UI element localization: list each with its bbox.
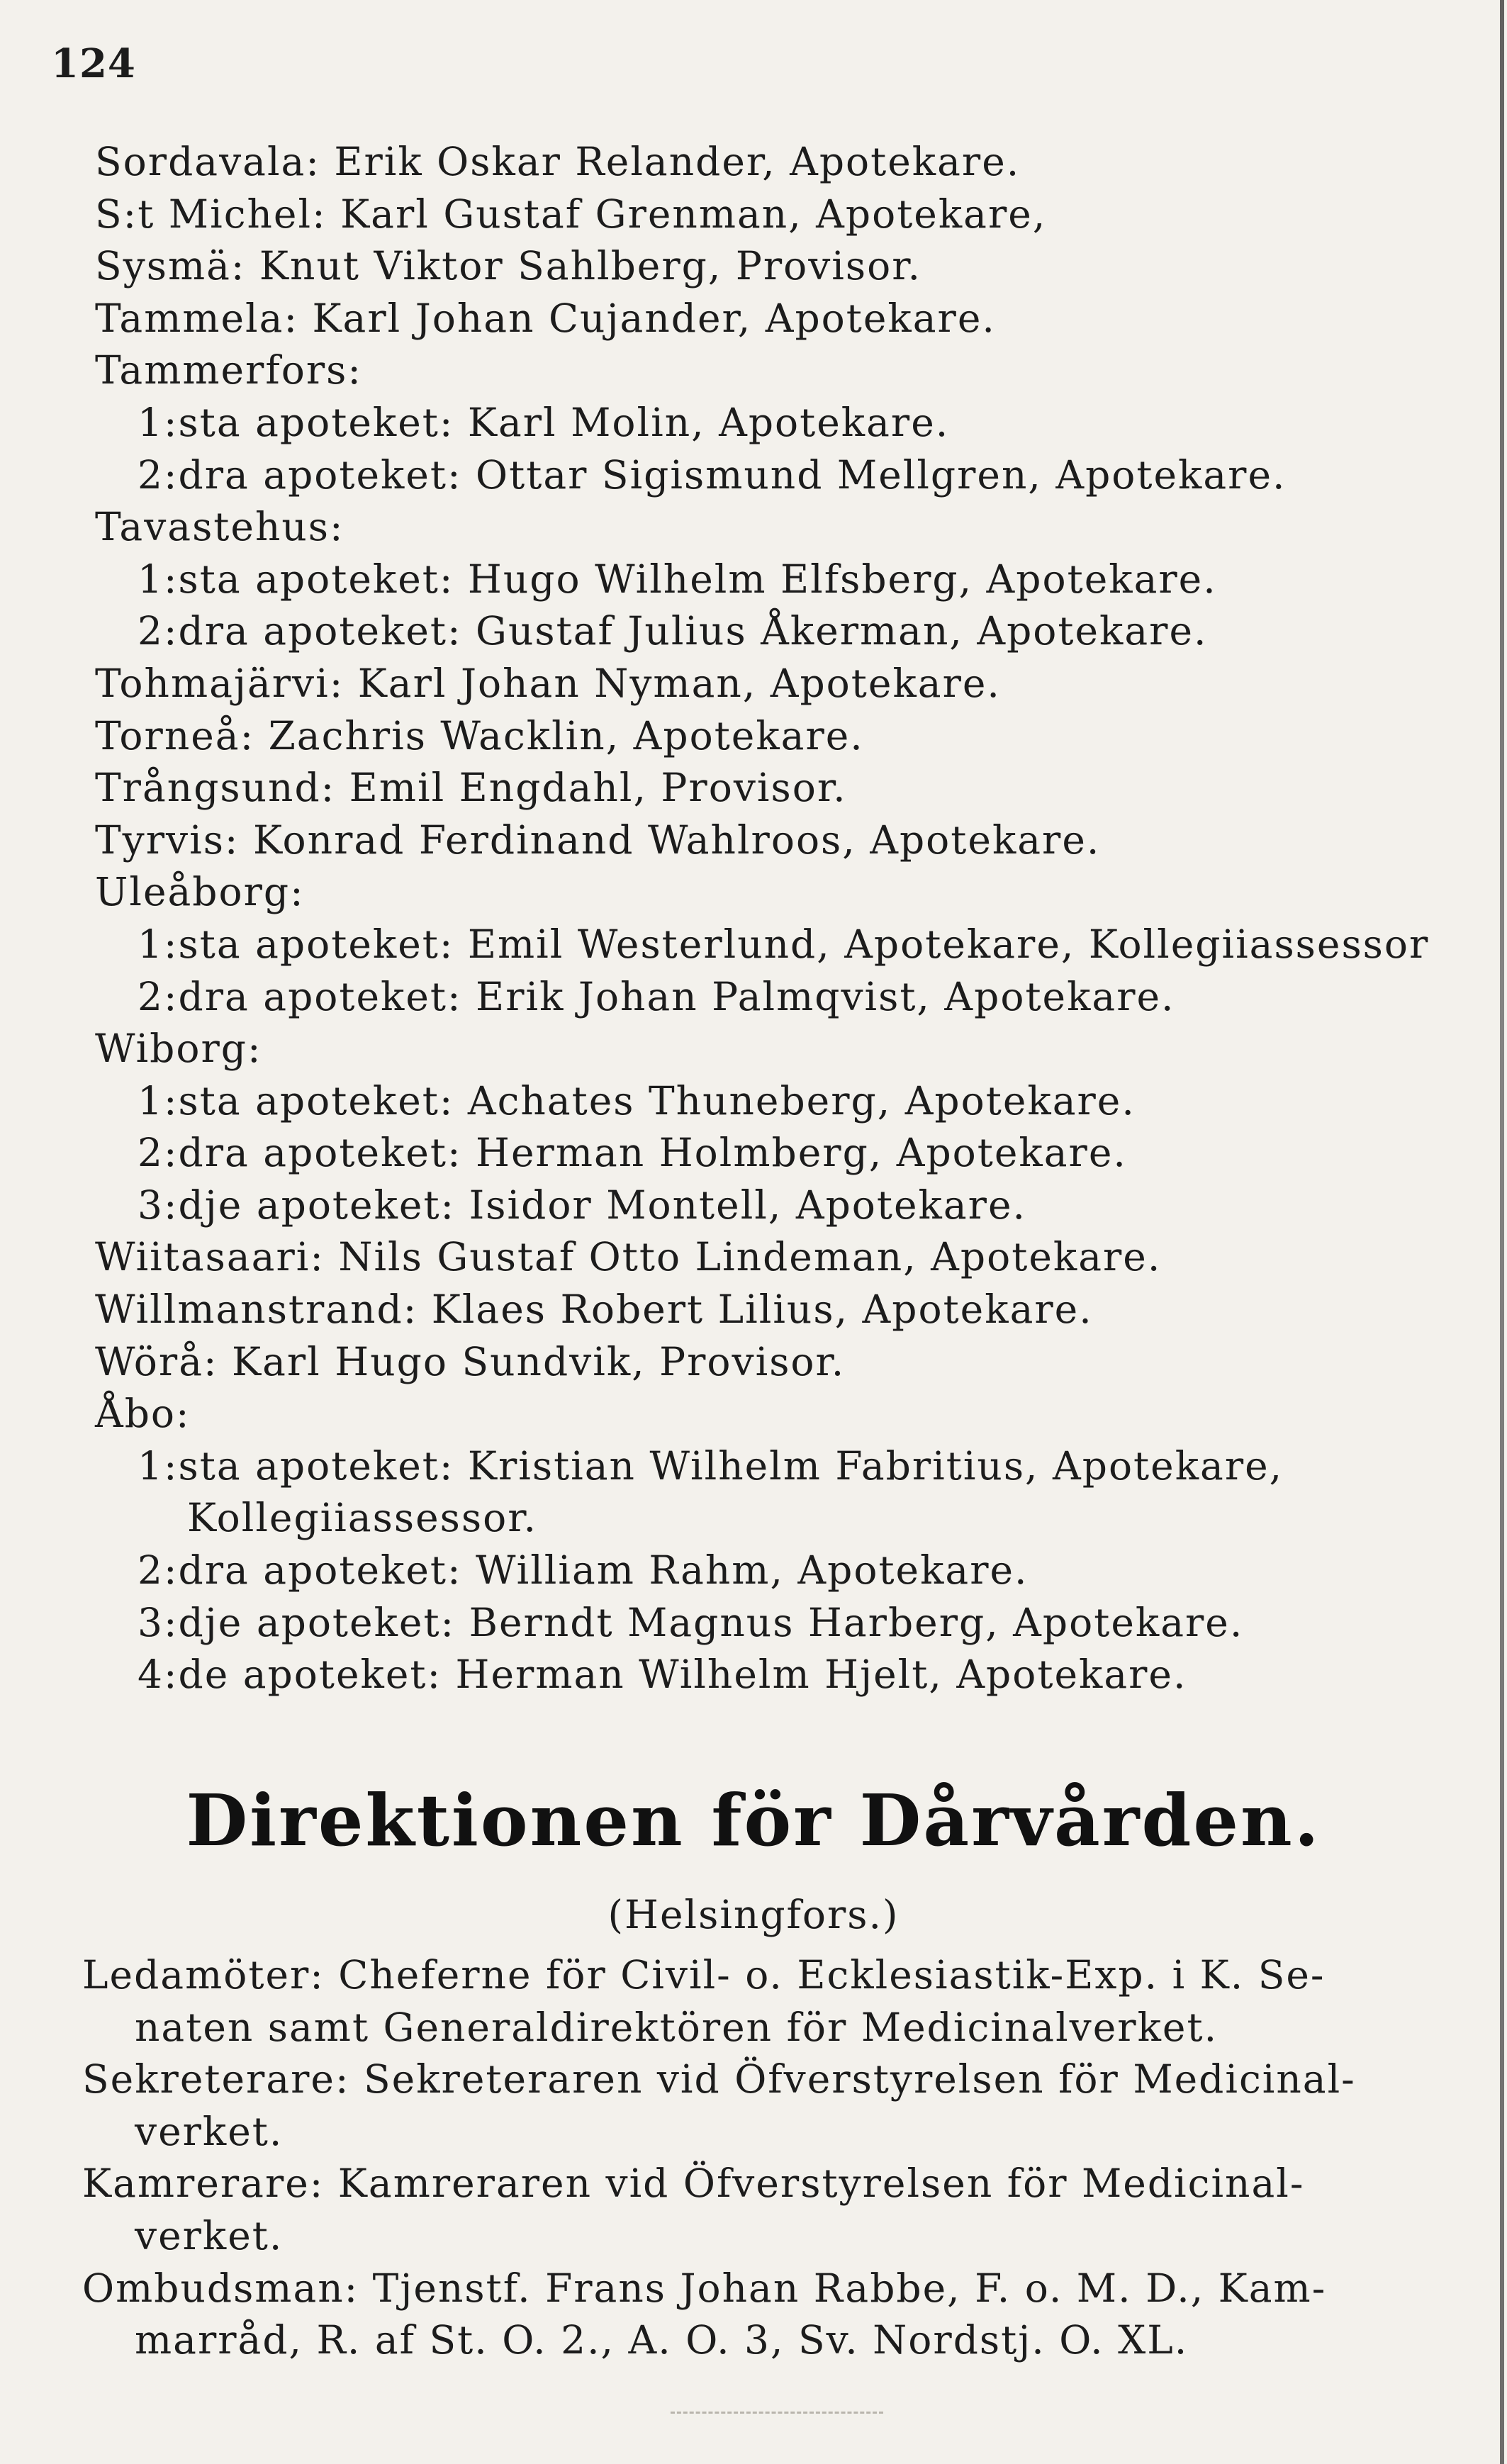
list-line: Uleåborg: [95,869,305,915]
list-line: 3:dje apoteket: Isidor Montell, Apotekare. [138,1182,1026,1228]
list-line: 2:dra apoteket: Ottar Sigismund Mellgren, Apotekare. [138,452,1287,498]
list-line: 2:dra apoteket: Herman Holmberg, Apotekare. [138,1130,1127,1176]
list-line: Tavastehus: [95,504,344,550]
list-line: 1:sta apoteket: Kristian Wilhelm Fabritius, Apotekare, [138,1443,1284,1489]
page-edge [1500,0,1504,2464]
bottom-rule [671,2412,883,2416]
list-line: Tyrvis: Konrad Ferdinand Wahlroos, Apotekare. [95,817,1101,863]
list-line: Åbo: [95,1391,191,1437]
list-line: Tohmajärvi: Karl Johan Nyman, Apotekare. [95,660,1001,706]
board-line: verket. [135,2108,284,2154]
list-line: Wiitasaari: Nils Gustaf Otto Lindeman, Apotekare. [95,1234,1162,1280]
section-subtitle: (Helsingfors.) [607,1892,900,1937]
list-line: 3:dje apoteket: Berndt Magnus Harberg, Apotekare. [138,1599,1244,1645]
list-line: 1:sta apoteket: Achates Thuneberg, Apotekare. [138,1077,1136,1124]
section-title: Direktionen för Dårvården. [186,1779,1321,1862]
board-line: Ledamöter: Cheferne för Civil- o. Ecklesiastik-Exp. i K. Se- [82,1952,1326,1998]
list-line: 1:sta apoteket: Hugo Wilhelm Elfsberg, Apotekare. [138,556,1217,602]
board-line: marråd, R. af St. O. 2., A. O. 3, Sv. Nordstj. O. XL. [135,2317,1189,2363]
board-line: verket. [135,2212,284,2258]
board-members-list [82,1949,1493,2367]
list-line: 1:sta apoteket: Emil Westerlund, Apotekare, Kollegiiassessor [138,921,1430,967]
list-line: Trångsund: Emil Engdahl, Provisor. [95,765,847,811]
list-line: 2:dra apoteket: Gustaf Julius Åkerman, Apotekare. [138,608,1208,654]
list-line: Wiborg: [95,1026,262,1072]
list-line: Tammerfors: [95,347,362,393]
board-line: Ombudsman: Tjenstf. Frans Johan Rabbe, F. o. M. D., Kam- [82,2265,1327,2311]
list-line: Wörå: Karl Hugo Sundvik, Provisor. [95,1338,846,1384]
list-line: Torneå: Zachris Wacklin, Apotekare. [95,712,864,758]
list-line: Sordavala: Erik Oskar Relander, Apotekare. [95,139,1021,184]
list-line: Sysmä: Knut Viktor Sahlberg, Provisor. [95,243,921,289]
list-line: 1:sta apoteket: Karl Molin, Apotekare. [138,399,950,445]
board-line: naten samt Generaldirektören för Medicinalverket. [135,2004,1219,2050]
board-line: Kamrerare: Kamreraren vid Öfverstyrelsen för Medicinal- [82,2161,1305,2207]
list-line: Kollegiiassessor. [187,1495,537,1541]
list-line: S:t Michel: Karl Gustaf Grenman, Apotekare, [95,191,1047,237]
pharmacy-list [95,136,1477,1701]
list-line: 2:dra apoteket: William Rahm, Apotekare. [138,1547,1029,1594]
list-line: 4:de apoteket: Herman Wilhelm Hjelt, Apotekare. [138,1652,1187,1698]
list-line: 2:dra apoteket: Erik Johan Palmqvist, Apotekare. [138,973,1175,1019]
list-line: Tammela: Karl Johan Cujander, Apotekare. [95,295,996,341]
page-number: 124 [51,40,136,87]
board-line: Sekreterare: Sekreteraren vid Öfverstyrelsen för Medicinal- [82,2056,1356,2102]
list-line: Willmanstrand: Klaes Robert Lilius, Apotekare. [95,1287,1093,1333]
